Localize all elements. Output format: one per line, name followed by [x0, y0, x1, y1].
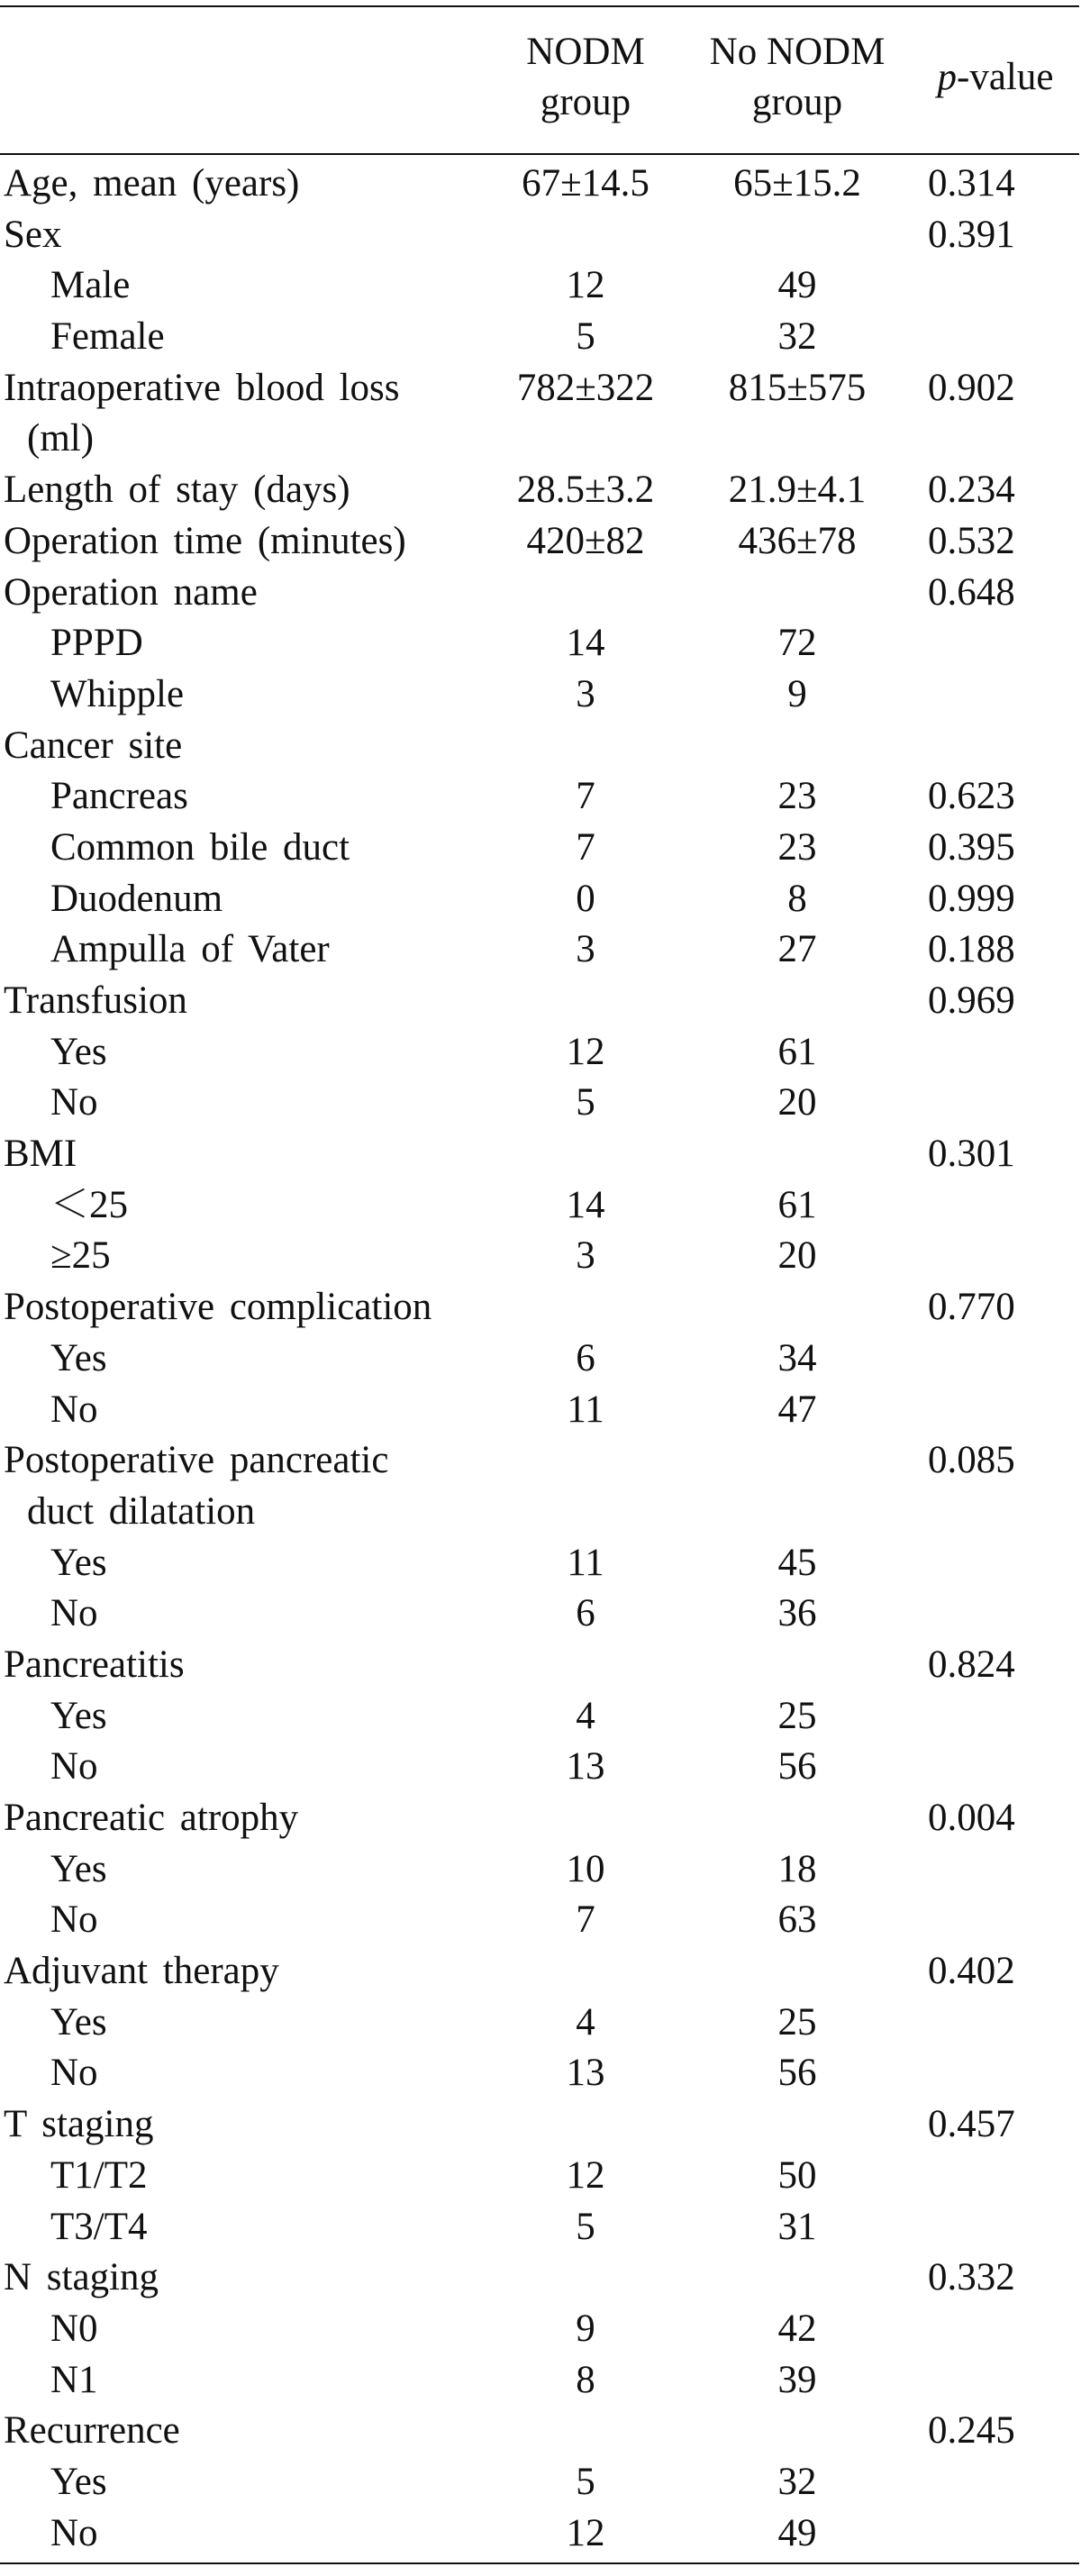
- p-value-cell: 0.402: [928, 1950, 1015, 1993]
- table-row: [0, 1742, 1081, 1793]
- row-label: [50, 1844, 528, 1896]
- row-label-text: Pancreas: [50, 775, 188, 818]
- row-label-text: Pancreatitis: [4, 1643, 185, 1686]
- p-value-cell: 0.532: [928, 519, 1015, 562]
- table-row: [0, 823, 1081, 874]
- row-label: [50, 1742, 528, 1793]
- table-row: [0, 2355, 1081, 2407]
- no-nodm-value-cell: 23: [777, 825, 817, 869]
- table-row: [0, 1129, 1081, 1180]
- table-row: [0, 2099, 1081, 2151]
- row-label: [50, 1231, 528, 1282]
- row-label: [50, 874, 528, 925]
- no-nodm-value-cell: 36: [777, 1592, 817, 1635]
- row-label-text: Female: [50, 315, 165, 359]
- no-nodm-value-cell: 42: [777, 2307, 817, 2350]
- nodm-value-cell: 14: [566, 1183, 605, 1226]
- p-value-cell: 0.648: [928, 570, 1015, 614]
- nodm-value-cell: 3: [576, 672, 595, 715]
- nodm-value-cell: 67±14.5: [522, 162, 650, 205]
- row-label-text: Operation name: [4, 570, 258, 614]
- table-row: [0, 2202, 1081, 2253]
- table-row: [0, 1180, 1081, 1232]
- row-label-text: T staging: [4, 2103, 154, 2146]
- row-label-text: Yes: [50, 1847, 107, 1890]
- nodm-value-cell: 3: [576, 928, 595, 971]
- nodm-value-cell: 12: [566, 2153, 605, 2197]
- no-nodm-value-cell: 56: [777, 1745, 817, 1789]
- p-value-cell: 0.234: [928, 469, 1015, 512]
- table-row: [0, 2048, 1081, 2099]
- no-nodm-value-cell: 63: [777, 1898, 817, 1942]
- row-label-text: No: [50, 1388, 98, 1431]
- bottom-rule: [0, 2562, 1079, 2564]
- no-nodm-value-cell: 31: [777, 2205, 817, 2248]
- table-row: [0, 2457, 1081, 2508]
- row-label: [4, 721, 481, 772]
- row-label-text: N staging: [4, 2256, 159, 2299]
- row-label: [50, 1027, 528, 1079]
- row-label-text: Age, mean (years): [4, 162, 300, 205]
- no-nodm-value-cell: 25: [777, 2000, 817, 2044]
- column-header-no-nodm-group: [685, 27, 910, 128]
- nodm-value-cell: 4: [576, 2000, 595, 2044]
- table-row: [0, 260, 1081, 312]
- row-label: [4, 159, 481, 210]
- no-nodm-value-cell: 32: [777, 2460, 817, 2503]
- no-nodm-value-cell: 9: [787, 672, 807, 715]
- nodm-value-cell: 13: [566, 2052, 605, 2095]
- no-nodm-value-cell: 32: [777, 315, 817, 359]
- p-value-cell: 0.332: [928, 2256, 1015, 2299]
- row-label-text: Adjuvant therapy: [4, 1950, 279, 1993]
- row-label: [50, 2304, 528, 2355]
- p-value-cell: 0.999: [928, 877, 1015, 920]
- header-rule: [0, 153, 1079, 155]
- nodm-value-cell: 12: [566, 2511, 605, 2554]
- row-label: [4, 976, 481, 1027]
- row-label-text: Common bile duct: [50, 825, 350, 869]
- table-row: [0, 1793, 1081, 1844]
- row-label-text: Length of stay (days): [4, 469, 350, 512]
- row-label-text: No: [50, 1592, 98, 1635]
- row-label-text: No: [50, 1745, 98, 1789]
- row-label: [4, 210, 481, 261]
- row-label: [4, 568, 481, 619]
- nodm-value-cell: 13: [566, 1745, 605, 1789]
- row-label-text: Postoperative complication: [4, 1286, 432, 1329]
- row-label-text: Yes: [50, 2460, 107, 2503]
- p-value-cell: 0.301: [928, 1133, 1015, 1176]
- table-row: [0, 1998, 1081, 2049]
- row-label-text: Recurrence: [4, 2409, 180, 2453]
- nodm-value-cell: 28.5±3.2: [516, 469, 655, 512]
- row-label-text: Yes: [50, 1336, 107, 1379]
- table-row: [0, 1538, 1081, 1589]
- no-nodm-value-cell: 23: [777, 775, 817, 818]
- p-value-cell: 0.085: [928, 1439, 1015, 1482]
- table-row: [0, 669, 1081, 721]
- row-label: [4, 363, 481, 465]
- row-label: [4, 516, 481, 568]
- row-label-text: Ampulla of Vater: [50, 928, 330, 971]
- nodm-value-cell: 12: [566, 1030, 605, 1073]
- p-value-cell: 0.314: [928, 162, 1015, 205]
- row-label-text: N1: [50, 2358, 98, 2401]
- p-value-cell: 0.245: [928, 2409, 1015, 2453]
- table-body: [0, 159, 1081, 2559]
- row-label-text: PPPD: [50, 622, 143, 665]
- row-label-continuation: (ml): [27, 417, 95, 460]
- table-row: [0, 159, 1081, 210]
- nodm-value-cell: 6: [576, 1336, 595, 1379]
- table-row: [0, 210, 1081, 261]
- nodm-value-cell: 4: [576, 1694, 595, 1737]
- row-label: [50, 1078, 528, 1129]
- row-label-text: ≥25: [50, 1234, 111, 1278]
- table-row: [0, 2253, 1081, 2304]
- row-label: [4, 1793, 481, 1844]
- no-nodm-value-cell: 20: [777, 1234, 817, 1278]
- no-nodm-value-cell: 45: [777, 1541, 817, 1584]
- column-header-no-nodm-line1: No NODM: [709, 31, 886, 73]
- nodm-value-cell: 7: [576, 775, 595, 818]
- row-label: [4, 2253, 481, 2304]
- row-label: [4, 1946, 481, 1998]
- p-value-cell: 0.623: [928, 775, 1015, 818]
- row-label-text: N0: [50, 2307, 98, 2350]
- column-header-p-italic: p: [937, 56, 958, 98]
- table-row: [0, 1588, 1081, 1640]
- row-label-text: Intraoperative blood loss: [4, 366, 400, 409]
- no-nodm-value-cell: 49: [777, 264, 817, 307]
- nodm-value-cell: 11: [567, 1388, 604, 1431]
- column-header-nodm-line1: NODM: [526, 31, 645, 73]
- row-label-text: ＜25: [50, 1183, 128, 1226]
- row-label-text: No: [50, 1898, 98, 1942]
- row-label-text: Whipple: [50, 672, 185, 715]
- row-label: [50, 1998, 528, 2049]
- row-label: [4, 465, 481, 516]
- nodm-value-cell: 5: [576, 1081, 595, 1124]
- row-label-text: T3/T4: [50, 2205, 148, 2248]
- p-value-cell: 0.391: [928, 213, 1015, 256]
- table-row: [0, 1691, 1081, 1743]
- table-row: [0, 618, 1081, 669]
- table-row: [0, 2508, 1081, 2560]
- row-label: [50, 2508, 528, 2560]
- row-label: [50, 312, 528, 363]
- row-label-text: T1/T2: [50, 2153, 148, 2197]
- row-label: [50, 2355, 528, 2407]
- nodm-value-cell: 7: [576, 1898, 595, 1942]
- row-label: [50, 618, 528, 669]
- table-header: [0, 5, 1081, 153]
- table-row: [0, 1385, 1081, 1436]
- nodm-value-cell: 782±322: [516, 366, 655, 409]
- row-label: [4, 1282, 481, 1334]
- row-label: [50, 2048, 528, 2099]
- row-label-continuation: duct dilatation: [27, 1489, 256, 1533]
- table-row: [0, 568, 1081, 619]
- row-label-text: No: [50, 2052, 98, 2095]
- nodm-value-cell: 14: [566, 622, 605, 665]
- table-row: [0, 721, 1081, 772]
- no-nodm-value-cell: 8: [787, 877, 807, 920]
- table-row: [0, 465, 1081, 516]
- p-value-cell: 0.395: [928, 825, 1015, 869]
- nodm-value-cell: 12: [566, 264, 605, 307]
- no-nodm-value-cell: 436±78: [738, 519, 857, 562]
- row-label: [50, 924, 528, 976]
- no-nodm-value-cell: 65±15.2: [733, 162, 861, 205]
- no-nodm-value-cell: 20: [777, 1081, 817, 1124]
- no-nodm-value-cell: 18: [777, 1847, 817, 1890]
- row-label-text: Operation time (minutes): [4, 519, 406, 562]
- row-label-text: Yes: [50, 1541, 107, 1584]
- table-row: [0, 363, 1081, 465]
- p-value-cell: 0.902: [928, 366, 1015, 409]
- row-label: [50, 2202, 528, 2253]
- nodm-value-cell: 5: [576, 315, 595, 359]
- row-label: [50, 1385, 528, 1436]
- table-row: [0, 312, 1081, 363]
- row-label-text: Sex: [4, 213, 62, 256]
- p-value-cell: 0.457: [928, 2103, 1015, 2146]
- p-value-cell: 0.004: [928, 1797, 1015, 1840]
- row-label: [50, 1334, 528, 1385]
- table-row: [0, 2304, 1081, 2355]
- row-label: [4, 1640, 481, 1691]
- column-header-nodm-group: [486, 27, 685, 128]
- row-label: [50, 1895, 528, 1946]
- no-nodm-value-cell: 815±575: [728, 366, 867, 409]
- no-nodm-value-cell: 25: [777, 1694, 817, 1737]
- table-row: [0, 1946, 1081, 1998]
- table-row: [0, 1231, 1081, 1282]
- table-row: [0, 1282, 1081, 1334]
- no-nodm-value-cell: 21.9±4.1: [728, 469, 867, 512]
- row-label: [50, 1538, 528, 1589]
- row-label: [50, 1180, 528, 1232]
- table-row: [0, 924, 1081, 976]
- nodm-value-cell: 3: [576, 1234, 595, 1278]
- row-label: [50, 669, 528, 721]
- row-label-text: Postoperative pancreatic: [4, 1439, 389, 1482]
- p-value-cell: 0.770: [928, 1286, 1015, 1329]
- row-label-text: Cancer site: [4, 724, 183, 767]
- nodm-value-cell: 0: [576, 877, 595, 920]
- p-value-cell: 0.188: [928, 928, 1015, 971]
- row-label-text: No: [50, 1081, 98, 1124]
- table-row: [0, 1844, 1081, 1896]
- p-value-cell: 0.824: [928, 1643, 1015, 1686]
- row-label-text: Yes: [50, 1694, 107, 1737]
- no-nodm-value-cell: 34: [777, 1336, 817, 1379]
- table-row: [0, 2406, 1081, 2457]
- column-header-p-rest: -value: [957, 56, 1054, 98]
- row-label-text: Duodenum: [50, 877, 223, 920]
- table-row: [0, 1640, 1081, 1691]
- p-value-cell: 0.969: [928, 979, 1015, 1023]
- table-row: [0, 1027, 1081, 1079]
- nodm-value-cell: 9: [576, 2307, 595, 2350]
- table-row: [0, 1078, 1081, 1129]
- column-header-p-value: [910, 52, 1081, 103]
- no-nodm-value-cell: 39: [777, 2358, 817, 2401]
- table-row: [0, 874, 1081, 925]
- row-label-text: Male: [50, 264, 131, 307]
- table-row: [0, 976, 1081, 1027]
- table-row: [0, 2151, 1081, 2202]
- row-label-text: Transfusion: [4, 979, 187, 1023]
- nodm-value-cell: 6: [576, 1592, 595, 1635]
- row-label: [4, 1129, 481, 1180]
- row-label: [50, 1691, 528, 1743]
- table-row: [0, 1334, 1081, 1385]
- row-label: [4, 1435, 481, 1537]
- nodm-value-cell: 7: [576, 825, 595, 869]
- row-label: [50, 823, 528, 874]
- row-label: [50, 2151, 528, 2202]
- row-label: [50, 2457, 528, 2508]
- row-label-text: Yes: [50, 2000, 107, 2044]
- nodm-value-cell: 10: [566, 1847, 605, 1890]
- table-row: [0, 771, 1081, 823]
- nodm-value-cell: 420±82: [526, 519, 645, 562]
- row-label-text: Pancreatic atrophy: [4, 1797, 299, 1840]
- no-nodm-value-cell: 47: [777, 1388, 817, 1431]
- table-row: [0, 1435, 1081, 1537]
- row-label-text: Yes: [50, 1030, 107, 1073]
- table-row: [0, 516, 1081, 568]
- row-label: [50, 771, 528, 823]
- no-nodm-value-cell: 56: [777, 2052, 817, 2095]
- row-label-text: BMI: [4, 1133, 77, 1176]
- no-nodm-value-cell: 49: [777, 2511, 817, 2554]
- column-header-no-nodm-line2: group: [751, 81, 843, 123]
- row-label: [4, 2099, 481, 2151]
- no-nodm-value-cell: 72: [777, 622, 817, 665]
- nodm-value-cell: 5: [576, 2205, 595, 2248]
- table-row: [0, 1895, 1081, 1946]
- nodm-value-cell: 8: [576, 2358, 595, 2401]
- no-nodm-value-cell: 27: [777, 928, 817, 971]
- row-label: [50, 260, 528, 312]
- nodm-value-cell: 11: [567, 1541, 604, 1584]
- no-nodm-value-cell: 50: [777, 2153, 817, 2197]
- nodm-value-cell: 5: [576, 2460, 595, 2503]
- no-nodm-value-cell: 61: [777, 1030, 817, 1073]
- row-label: [50, 1588, 528, 1640]
- column-header-nodm-line2: group: [540, 81, 631, 123]
- row-label: [4, 2406, 481, 2457]
- row-label-text: No: [50, 2511, 98, 2554]
- no-nodm-value-cell: 61: [777, 1183, 817, 1226]
